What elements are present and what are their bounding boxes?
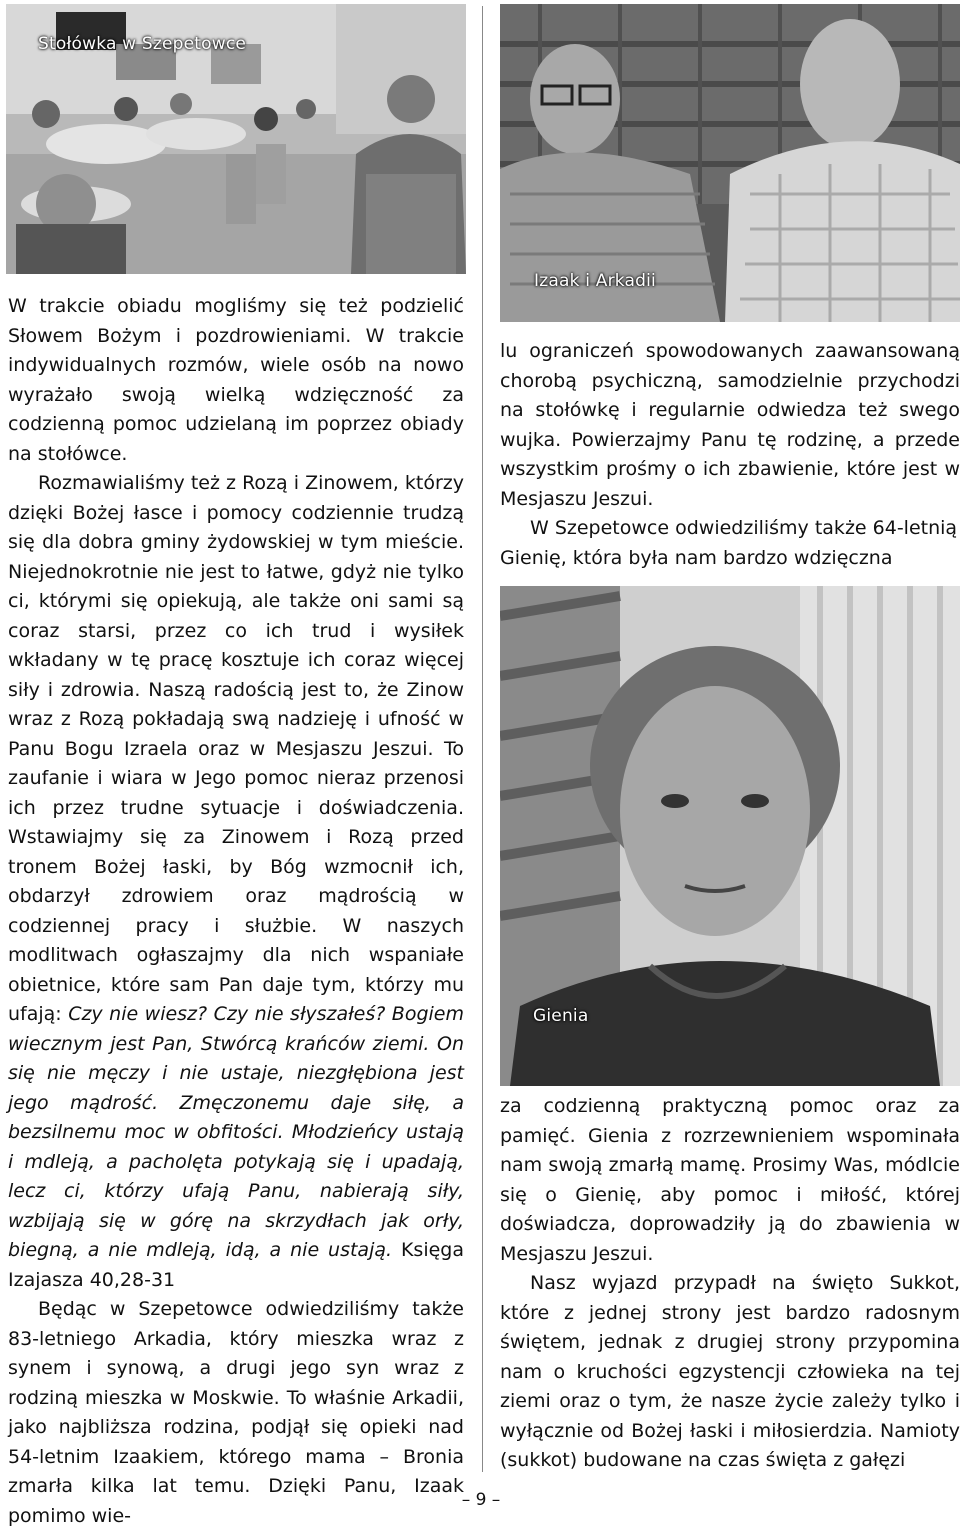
right-column-top-text: [500, 337, 960, 573]
caption-gienia: Gienia: [533, 1006, 589, 1026]
paragraph-roza-zinow: [8, 469, 464, 1295]
right-column-bottom-text: [500, 1092, 960, 1476]
caption-cafeteria: Stołówka w Szepetowce: [38, 34, 247, 54]
roza-zinow-text: Rozmawialiśmy też z Rozą i Zinowem, którzy dzięki Bożej łasce i pomocy codziennie trudzą się dla dobra gminy żydowskiej w tym mieście. Niejednokrotnie nie jest to łatwe, gdyż nie tylko ci, którymi się opiekują, ale także oni sami są coraz starsi, przez co ich trud i wysiłek wkładany w tę pracę kosztuje ich coraz więcej siły i zdrowia. Naszą radością jest to, że Zinow wraz z Rozą pokładają swą nadzieję i ufność w Panu Bogu Izraela oraz w Mesjaszu Jeszui. To zaufanie i wiara w Jego pomoc nieraz przenosi ich przez trudne sytuacje i doświadczenia. Wstawiajmy się za Zinowem i Rozą przed tronem Bożej łaski, by Bóg wzmocnił ich, obdarzył zdrowiem oraz mądrością w codziennej pracy i służbie. W naszych modlitwach ogłaszajmy dla nich wspaniałe obietnice, które sam Pan daje tym, którzy mu ufają:: [8, 472, 464, 1025]
paragraph-izaak: lu ograniczeń spowodowanych zaawansowaną chorobą psychiczną, samodzielnie przychodzi na stołówkę i regularnie odwiedza też swego wujka. Powierzajmy Panu tę rodzinę, a przede wszystkim prośmy o ich zbawienie, które jest w Mesjaszu Jeszui.: [500, 340, 960, 510]
paragraph-arkadii: Będąc w Szepetowce odwiedziliśmy także 83-letniego Arkadia, który mieszka wraz z synem i synową, a drugi jego syn wraz z rodziną mieszka w Moskwie. To właśnie Arkadii, jako najbliższa rodzina, podjął się opieki nad 54-letnim Izaakiem, którego mama – Bronia zmarła kilka lat temu. Dzięki Panu, Izaak pomimo wie-: [8, 1298, 464, 1527]
caption-izaak-arkadii: Izaak i Arkadii: [534, 271, 656, 291]
paragraph-gienia-intro: W Szepetowce odwiedziliśmy także 64-letnią Gienię, która była nam bardzo wdzięczna: [500, 517, 958, 569]
paragraph-sukkot: Nasz wyjazd przypadł na święto Sukkot, które z jednej strony jest bardzo radosnym świętem, jednak z drugiej strony przypomina nam o kruchości egzystencji człowieka na tej ziemi oraz o tym, że nasze życie zależy tylko i wyłącznie od Bożej łaski i miłosierdzia. Namioty (sukkot) budowane na czas święta z gałęzi: [500, 1272, 960, 1471]
page-number: – 9 –: [461, 1490, 501, 1510]
column-divider: [482, 6, 483, 1472]
paragraph-dinner: W trakcie obiadu mogliśmy się też podzielić Słowem Bożym i pozdrowieniami. W trakcie indywidualnych rozmów, wiele osób na nowo wyrażało swoją wielką wdzięczność za codzienną pomoc udzielaną im poprzez obiady na stołówce.: [8, 295, 464, 465]
bible-reference: Księga Izajasza 40,28-31: [8, 1239, 464, 1291]
left-column-text: [8, 292, 464, 1531]
bible-quote: Czy nie wiesz? Czy nie słyszałeś? Bogiem wiecznym jest Pan, Stwórcą krańców ziemi. On się nie męczy i nie ustaje, niezgłębiona jest jego mądrość. Zmęczonemu daje siłę, a bezsilnemu moc w obfitości. Młodzieńcy ustają i mdleją, a pacholęta potykają się i upadają, lecz ci, którzy ufają Panu, nabierają siły, wzbijają się w górę na skrzydłach jak orły, biegną, a nie mdleją, idą, a nie ustają.: [8, 1003, 464, 1261]
paragraph-gienia: za codzienną praktyczną pomoc oraz za pamięć. Gienia z rozrzewnieniem wspominała nam swoją zmarłą mamę. Prosimy Was, módlcie się o Gienię, aby pomoc i miłość, której doświadcza, doprowadziły ją do zbawienia w Mesjaszu Jeszui.: [500, 1095, 960, 1265]
